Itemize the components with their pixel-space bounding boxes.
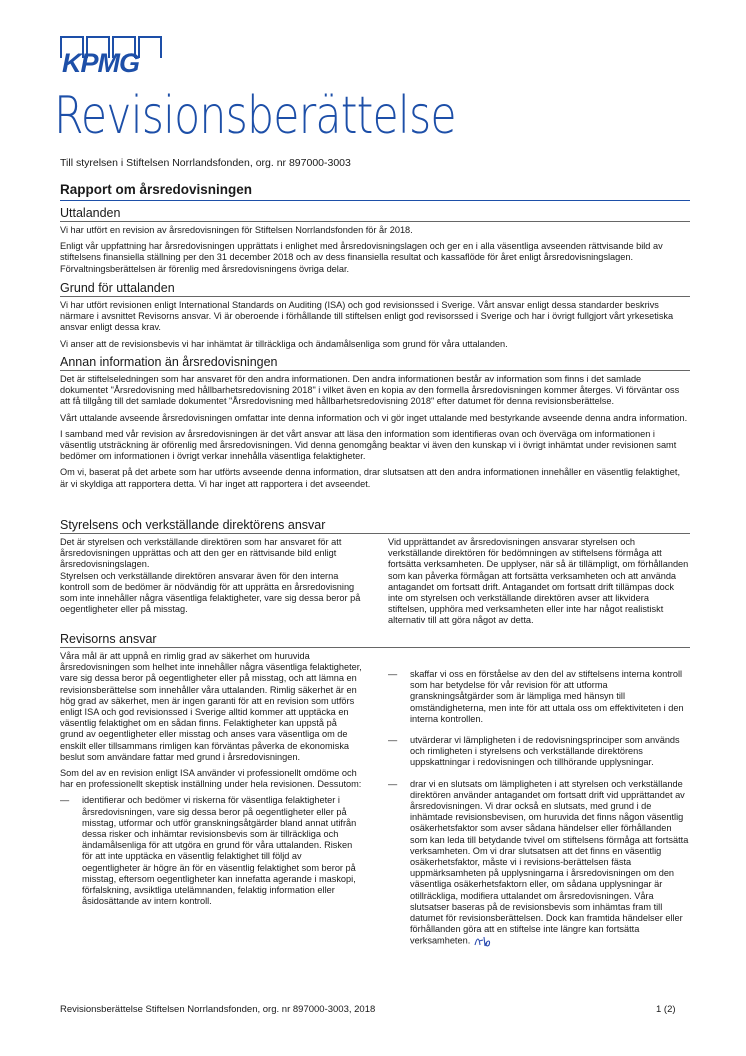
list-item-body: drar vi en slutsats om lämpligheten i att styrelsen och verkställande direktören använder antagandet om fortsatt drift vid upprättandet av årsredovisningen. Vi drar också en slutsats, med grund i de inhämtade revisionsbevisen, om huruvida det finns någon väsentlig osäkerhetsfaktor som avser sådana händelser eller förhållanden som kan leda till betydande tvivel om stiftelsens förmåga att fortsätta verksamheten. Om vi drar slutsatsen att det finns en väsentlig osäkerhetsfaktor, måste vi i revisions-berättelsen fästa uppmärksamheten på upplysningarna i årsredovisningen om den väsentliga osäkerhetsfaktorn eller, om sådana upplysningar är otillräckliga, modifiera uttalandet om årsredovisningen. Våra slutsatser baseras på de revisionsbevis som inhämtas fram till datumet för revisionsberättelsen. Dock kan framtida händelser eller förhållanden göra att en stiftelse inte längre kan fortsätta verksamheten. [410, 778, 689, 946]
paragraph: Det är stiftelseledningen som har ansvaret för den andra informationen. Den andra informationen består av information som finns i det samlade dokumentet "Årsredovisning med hållbarhetsredovisning 2018" i vilket även en kopia av den formella årsredovisningen kommer återges. Vi förväntar oss att få tillgång till det samlade dokumentet "Årsredovisning med hållbarhetsredovisning 2018" efter datumet för denna revisionsberättelse. [60, 374, 680, 407]
logo-box-4 [138, 36, 162, 58]
logo-text: KPMG [62, 48, 139, 78]
list-item [60, 795, 362, 907]
list-item [388, 669, 690, 725]
paragraph: Våra mål är att uppnå en rimlig grad av säkerhet om huruvida årsredovisningen som helhet inte innehåller några väsentliga felaktigheter, vare sig dessa beror på oegentligheter eller på misstag, och att lämna en revisionsberättelse som innehåller våra uttalanden. Rimlig säkerhet är en hög grad av säkerhet, men är ingen garanti för att en revision som utförs enligt ISA och god revisionssed i Sverige alltid kommer att upptäcka en väsentlig felaktighet om en sådan finns. Felaktigheter kan uppstå på grund av oegentligheter eller misstag och anses vara väsentliga om de enskilt eller tillsammans rimligen kan förväntas påverka de ekonomiska beslut som användare fattar med grund i årsredovisningen. [60, 651, 362, 762]
dash-bullet: — [388, 735, 398, 746]
paragraph: Styrelsen och verkställande direktören ansvarar även för den interna kontroll som de bedömer är nödvändig för att upprätta en årsredovisning som inte innehåller några väsentliga felaktigheter, vare sig dessa beror på oegentligheter eller på misstag. [60, 570, 361, 615]
paragraph: Enligt vår uppfattning har årsredovisningen upprättats i enlighet med årsredovisningslagen och ger en i alla väsentliga avseenden rättvisande bild av stiftelsens finansiella ställning per den 31 december 2018 och av dess finansiella resultat och kassaflöde för året enligt årsredovisningslagen. Förvaltningsberättelsen är förenlig med årsredovisningens övriga delar. [60, 241, 663, 274]
section-heading: Styrelsens och verkställande direktörens ansvar [60, 518, 690, 534]
right-column [388, 651, 690, 953]
report-title: Rapport om årsredovisningen [60, 182, 253, 197]
list-item-text [410, 779, 690, 948]
right-column [388, 537, 690, 632]
section-uttalanden [60, 206, 690, 280]
paragraph: Som del av en revision enligt ISA använder vi professionellt omdöme och har en professionellt skeptisk inställning under hela revisionen. Dessutom: [60, 768, 362, 790]
section-grund [60, 281, 690, 355]
addressee: Till styrelsen i Stiftelsen Norrlandsfonden, org. nr 897000-3003 [60, 157, 351, 169]
dash-bullet: — [388, 778, 398, 789]
paragraph: I samband med vår revision av årsredovisningen är det vårt ansvar att läsa den information som identifieras ovan och överväga om informationen i väsentlig utsträckning är oförenlig med årsredovisningen. Vid denna genomgång beaktar vi även den kunskap vi i övrigt inhämtat under revisionen samt bedömer om informationen i övrigt verkar innehålla väsentliga felaktigheter. [60, 428, 677, 462]
list-item-text: skaffar vi oss en förståelse av den del av stiftelsens interna kontroll som har betydelse för vår revision för att utforma granskningsåtgärder som är lämpliga med hänsyn till omständigheterna, men inte för att uttala oss om effektiviteten i den interna kontrollen. [410, 669, 684, 724]
page-number: 1 (2) [656, 1004, 676, 1015]
list-item-text: utvärderar vi lämpligheten i de redovisningsprinciper som används och rimligheten i styrelsens och verkställande direktörens uppskattningar i redovisningen och tillhörande upplysningar. [410, 735, 680, 768]
left-column [60, 651, 362, 953]
dash-bullet: — [60, 795, 70, 806]
list-item [388, 779, 690, 948]
dash-bullet: — [388, 669, 398, 679]
two-columns [60, 537, 690, 632]
left-column [60, 537, 362, 632]
handwritten-initials [473, 935, 495, 947]
section-heading: Annan information än årsredovisningen [60, 355, 690, 371]
paragraph: Vi anser att de revisionsbevis vi har inhämtat är tillräckliga och ändamålsenliga som grund för våra uttalanden. [60, 338, 508, 349]
footer-text: Revisionsberättelse Stiftelsen Norrlandsfonden, org. nr 897000-3003, 2018 [60, 1004, 376, 1015]
report-header [60, 182, 690, 201]
list-item [388, 735, 690, 769]
document-title: Revisionsberättelse [54, 86, 456, 146]
section-heading: Grund för uttalanden [60, 281, 690, 297]
section-heading: Revisorns ansvar [60, 632, 690, 648]
paragraph: Det är styrelsen och verkställande direktören som har ansvaret för att årsredovisningen upprättas och att den ger en rättvisande bild enligt årsredovisningslagen. [60, 537, 342, 570]
paragraph: Om vi, baserat på det arbete som har utförts avseende denna information, drar slutsatsen att den andra informationen innehåller en väsentlig felaktighet, är vi skyldiga att rapportera detta. Vi har inget att rapportera i det avseendet. [60, 467, 681, 489]
paragraph: Vi har utfört en revision av årsredovisningen för Stiftelsen Norrlandsfonden för år 2018. [60, 225, 413, 235]
section-heading: Uttalanden [60, 206, 690, 222]
section-annan-information [60, 355, 690, 495]
kpmg-logo [60, 36, 170, 76]
two-columns [60, 651, 690, 953]
paragraph: Vi har utfört revisionen enligt International Standards on Auditing (ISA) och god revisionssed i Sverige. Vårt ansvar enligt dessa standarder beskrivs närmare i avsnittet Revisorns ansvar. Vi är oberoende i förhållande till stiftelsen enligt god revisorssed i Sverige och har i övrigt fullgjort vårt yrkesetiska ansvar enligt dessa krav. [60, 300, 674, 333]
paragraph: Vårt uttalande avseende årsredovisningen omfattar inte denna information och vi gör inget uttalande med bestyrkande avseende denna andra information. [60, 412, 688, 423]
list-item-text: identifierar och bedömer vi riskerna för väsentliga felaktigheter i årsredovisningen, vare sig dessa beror på oegentligheter eller på misstag, utformar och utför granskningsåtgärder bland annat utifrån dessa risker och inhämtar revisionsbevis som är tillräckliga och ändamålsenliga för att utgöra en grund för våra uttalanden. Risken för att inte upptäcka en väsentlig felaktighet till följd av oegentligheter är högre än för en väsentlig felaktighet som beror på misstag, eftersom oegentligheter kan innefatta agerande i maskopi, förfalskning, avsiktliga utelämnanden, felaktig information eller åsidosättande av intern kontroll. [82, 795, 357, 907]
section-revisorns-ansvar [60, 632, 690, 953]
paragraph: Vid upprättandet av årsredovisningen ansvarar styrelsen och verkställande direktören för bedömningen av stiftelsens förmåga att fortsätta verksamheten. De upplyser, när så är tillämpligt, om förhållanden som kan påverka förmågan att fortsätta verksamheten och att använda antagandet om fortsatt drift. Antagandet om fortsatt drift tillämpas dock inte om styrelsen och verkställande direktören avser att likvidera stiftelsen, upphöra med verksamheten eller inte har något realistiskt alternativ till att göra något av detta. [388, 537, 689, 626]
section-styrelsens-ansvar [60, 518, 690, 632]
